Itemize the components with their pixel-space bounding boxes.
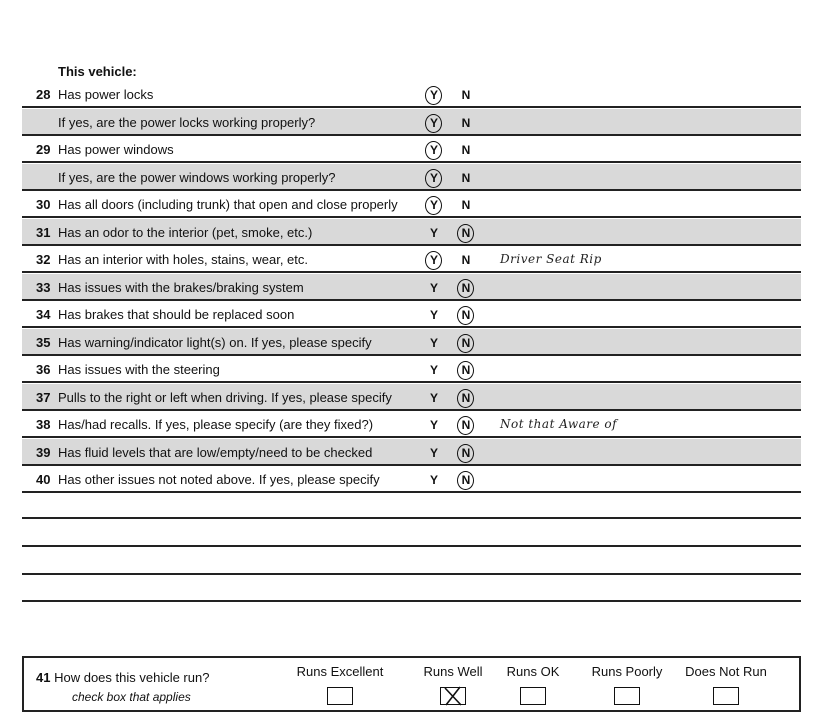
run-condition-box	[22, 656, 801, 712]
question-row	[22, 356, 801, 383]
handwritten-note: Driver Seat Rip	[500, 252, 602, 266]
no-option[interactable]: N	[461, 391, 471, 405]
handwritten-note: Not that Aware of	[500, 417, 618, 431]
yes-option[interactable]: Y	[429, 88, 438, 102]
yes-option[interactable]: Y	[429, 143, 438, 157]
option-label: Runs Well	[423, 664, 483, 679]
blank-line	[22, 573, 801, 575]
question-text: Has power locks	[58, 87, 154, 102]
answer-circle	[457, 444, 474, 463]
no-option[interactable]: N	[461, 336, 471, 350]
no-option[interactable]: N	[461, 226, 471, 240]
option-checkbox[interactable]	[520, 687, 546, 705]
answer-circle	[457, 471, 474, 490]
question-row	[22, 411, 801, 438]
yes-option[interactable]: Y	[429, 116, 438, 130]
no-option[interactable]: N	[461, 418, 471, 432]
option-label: Runs Poorly	[591, 664, 663, 679]
question-number: 40	[36, 472, 51, 487]
yes-option[interactable]: Y	[429, 418, 438, 432]
question-row	[22, 191, 801, 218]
answer-circle	[425, 196, 442, 215]
run-option	[280, 664, 400, 705]
question-row	[22, 274, 801, 301]
question-row	[22, 384, 801, 411]
check-mark-icon	[440, 685, 466, 707]
run-option	[666, 664, 786, 705]
question-text: Has issues with the steering	[58, 362, 220, 377]
question-text: Has other issues not noted above. If yes, please specify	[58, 472, 380, 487]
question-text: Has power windows	[58, 142, 174, 157]
question-row	[22, 81, 801, 108]
yes-option[interactable]: Y	[429, 253, 438, 267]
question-text: Has an interior with holes, stains, wear, etc.	[58, 252, 309, 267]
yes-option[interactable]: Y	[429, 308, 438, 322]
run-question	[36, 670, 209, 685]
option-label: Does Not Run	[685, 664, 767, 679]
yes-option[interactable]: Y	[429, 171, 438, 185]
run-hint: check box that applies	[72, 690, 191, 704]
option-checkbox[interactable]	[327, 687, 353, 705]
answer-circle	[457, 389, 474, 408]
question-number: 37	[36, 390, 51, 405]
no-option[interactable]: N	[461, 363, 471, 377]
question-text: Has an odor to the interior (pet, smoke, etc.)	[58, 225, 313, 240]
blank-line	[22, 517, 801, 519]
question-number: 32	[36, 252, 51, 267]
question-number: 35	[36, 335, 51, 350]
question-number: 30	[36, 197, 51, 212]
option-checkbox[interactable]	[440, 687, 466, 705]
answer-circle	[457, 279, 474, 298]
question-text: Has/had recalls. If yes, please specify (are they fixed?)	[58, 417, 374, 432]
question-row	[22, 329, 801, 356]
question-number: 41	[36, 670, 51, 685]
question-number: 39	[36, 445, 51, 460]
yes-option[interactable]: Y	[429, 336, 438, 350]
blank-line	[22, 600, 801, 602]
answer-circle	[457, 361, 474, 380]
question-text: Pulls to the right or left when driving. If yes, please specify	[58, 390, 392, 405]
question-number: 29	[36, 142, 51, 157]
answer-circle	[425, 114, 442, 133]
question-number: 34	[36, 307, 51, 322]
question-row	[22, 439, 801, 466]
option-label: Runs OK	[506, 664, 560, 679]
question-text: How does this vehicle run?	[54, 670, 210, 685]
question-row	[22, 466, 801, 493]
question-row	[22, 219, 801, 246]
answer-circle	[425, 141, 442, 160]
yes-option[interactable]: Y	[429, 198, 438, 212]
question-text: If yes, are the power locks working properly?	[58, 115, 316, 130]
yes-option[interactable]: Y	[429, 363, 438, 377]
no-option[interactable]: N	[461, 171, 471, 185]
no-option[interactable]: N	[461, 143, 471, 157]
no-option[interactable]: N	[461, 281, 471, 295]
question-row	[22, 164, 801, 191]
answer-circle	[425, 169, 442, 188]
question-text: Has all doors (including trunk) that open and close properly	[58, 197, 398, 212]
question-row	[22, 109, 801, 136]
option-checkbox[interactable]	[713, 687, 739, 705]
question-number: 38	[36, 417, 51, 432]
no-option[interactable]: N	[461, 253, 471, 267]
yes-option[interactable]: Y	[429, 446, 438, 460]
answer-circle	[457, 306, 474, 325]
answer-circle	[425, 86, 442, 105]
question-number: 31	[36, 225, 51, 240]
question-number: 28	[36, 87, 51, 102]
question-text: Has warning/indicator light(s) on. If yes, please specify	[58, 335, 372, 350]
question-number: 36	[36, 362, 51, 377]
question-text: Has issues with the brakes/braking system	[58, 280, 304, 295]
yes-option[interactable]: Y	[429, 281, 438, 295]
no-option[interactable]: N	[461, 446, 471, 460]
blank-line	[22, 545, 801, 547]
section-title: This vehicle:	[58, 64, 137, 79]
yes-option[interactable]: Y	[429, 473, 438, 487]
no-option[interactable]: N	[461, 116, 471, 130]
answer-circle	[457, 224, 474, 243]
answer-circle	[457, 416, 474, 435]
answer-circle	[425, 251, 442, 270]
option-label: Runs Excellent	[296, 664, 384, 679]
no-option[interactable]: N	[461, 308, 471, 322]
question-row	[22, 246, 801, 273]
yes-option[interactable]: Y	[429, 226, 438, 240]
question-row	[22, 301, 801, 328]
answer-circle	[457, 334, 474, 353]
yes-option[interactable]: Y	[429, 391, 438, 405]
question-text: Has brakes that should be replaced soon	[58, 307, 295, 322]
no-option[interactable]: N	[461, 473, 471, 487]
no-option[interactable]: N	[461, 198, 471, 212]
question-number: 33	[36, 280, 51, 295]
question-text: If yes, are the power windows working properly?	[58, 170, 336, 185]
option-checkbox[interactable]	[614, 687, 640, 705]
no-option[interactable]: N	[461, 88, 471, 102]
question-row	[22, 136, 801, 163]
question-text: Has fluid levels that are low/empty/need to be checked	[58, 445, 373, 460]
